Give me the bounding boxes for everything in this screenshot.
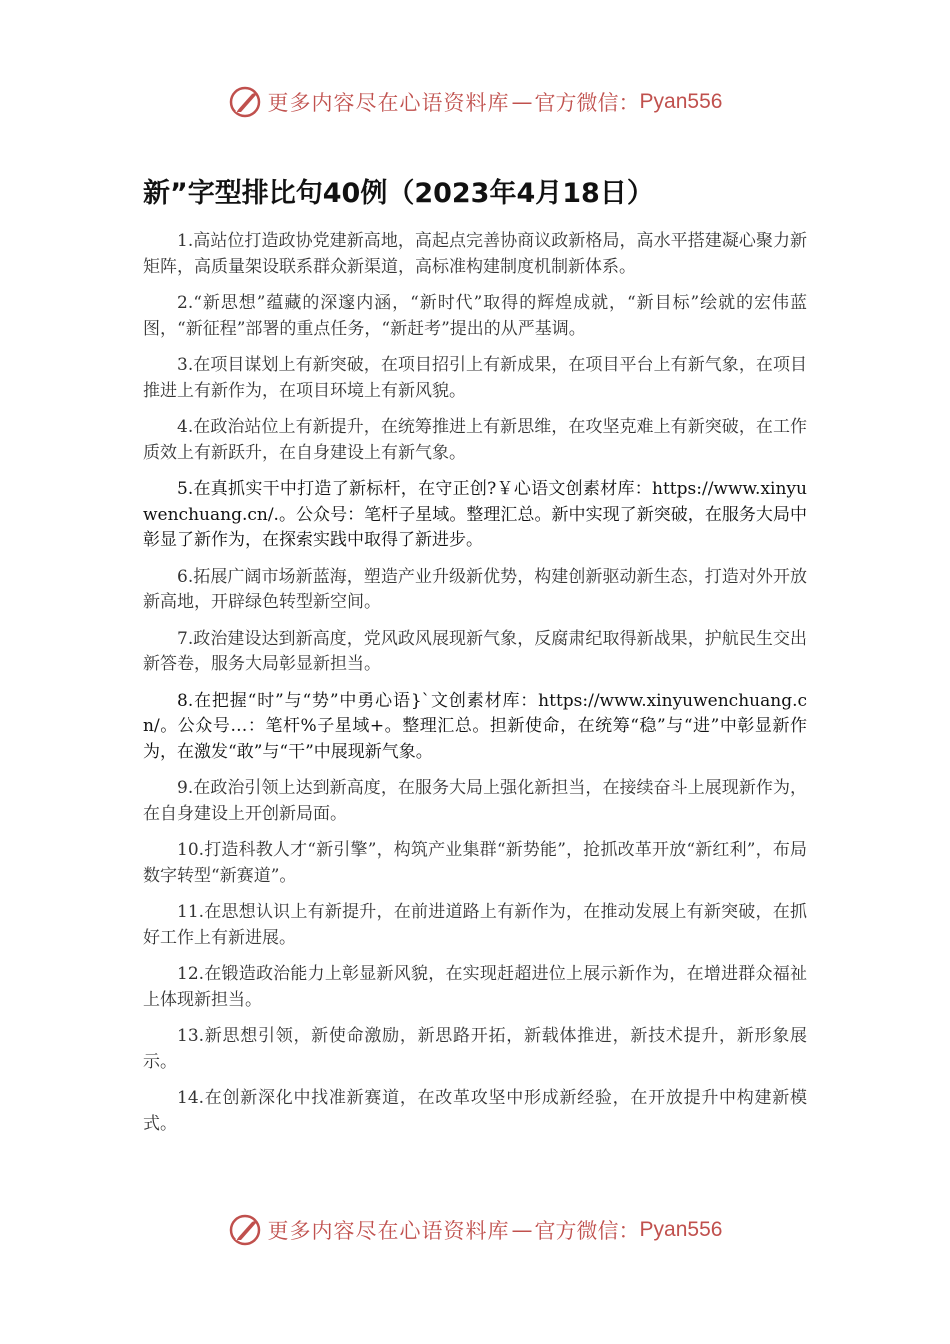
paragraph-9: 9.在政治引领上达到新高度，在服务大局上强化新担当，在接续奋斗上展现新作为，在自身建设上开创新局面。	[143, 778, 807, 824]
banner-separator: —	[511, 90, 533, 114]
banner-wechat-label: 官方微信：	[534, 1219, 640, 1243]
paragraph-8: 8.在把握“时”与“势”中勇心语}`文创素材库：https://www.xinyuwenchuang.cn/。公众号…：笔杆%子星域+。整理汇总。担新使命，在统筹“稳”与“进”中彰显新作为，在激发“敢”与“干”中展现新气象。	[143, 690, 807, 762]
banner-text: 更多内容尽在心语资料库	[267, 91, 510, 115]
banner-wechat-id: Pyan556	[639, 90, 723, 113]
banner-separator: —	[511, 1218, 533, 1242]
paragraph-7: 7.政治建设达到新高度，党风政风展现新气象，反腐肃纪取得新战果，护航民生交出新答卷，服务大局彰显新担当。	[143, 628, 807, 674]
quill-pen-logo-icon	[228, 1213, 262, 1247]
paragraph-14: 14.在创新深化中找准新赛道，在改革攻坚中形成新经验，在开放提升中构建新模式。	[143, 1088, 807, 1134]
footer-banner	[0, 1208, 950, 1252]
paragraph-6: 6.拓展广阔市场新蓝海，塑造产业升级新优势，构建创新驱动新生态，打造对外开放新高地，开辟绿色转型新空间。	[143, 566, 807, 612]
paragraph-4: 4.在政治站位上有新提升，在统筹推进上有新思维，在攻坚克难上有新突破，在工作质效上有新跃升，在自身建设上有新气象。	[143, 417, 807, 463]
paragraph-12: 12.在锻造政治能力上彰显新风貌，在实现赶超进位上展示新作为，在增进群众福祉上体现新担当。	[143, 964, 807, 1010]
header-banner	[0, 80, 950, 124]
document-body	[143, 229, 807, 1148]
quill-pen-logo-icon	[228, 85, 262, 119]
banner-wechat-id: Pyan556	[639, 1218, 723, 1241]
paragraph-13: 13.新思想引领，新使命激励，新思路开拓，新载体推进，新技术提升，新形象展示。	[143, 1026, 807, 1072]
document-title: 新”字型排比句40例（2023年4月18日）	[143, 178, 654, 209]
banner-text: 更多内容尽在心语资料库	[267, 1219, 510, 1243]
banner-wechat-label: 官方微信：	[534, 91, 640, 115]
paragraph-3: 3.在项目谋划上有新突破，在项目招引上有新成果，在项目平台上有新气象，在项目推进上有新作为，在项目环境上有新风貌。	[143, 355, 807, 401]
paragraph-10: 10.打造科教人才“新引擎”，构筑产业集群“新势能”，抢抓改革开放“新红利”，布局数字转型“新赛道”。	[143, 840, 807, 886]
paragraph-1: 1.高站位打造政协党建新高地，高起点完善协商议政新格局，高水平搭建凝心聚力新矩阵，高质量架设联系群众新渠道，高标准构建制度机制新体系。	[143, 231, 807, 277]
paragraph-11: 11.在思想认识上有新提升，在前进道路上有新作为，在推动发展上有新突破，在抓好工作上有新进展。	[143, 902, 807, 948]
paragraph-2: 2.“新思想”蕴藏的深邃内涵，“新时代”取得的辉煌成就，“新目标”绘就的宏伟蓝图，“新征程”部署的重点任务，“新赶考”提出的从严基调。	[143, 293, 807, 339]
paragraph-5: 5.在真抓实干中打造了新标杆，在守正创?￥心语文创素材库：https://www.xinyuwenchuang.cn/.。公众号：笔杆子星域。整理汇总。新中实现了新突破，在服务大局中彰显了新作为，在探索实践中取得了新进步。	[143, 479, 807, 550]
